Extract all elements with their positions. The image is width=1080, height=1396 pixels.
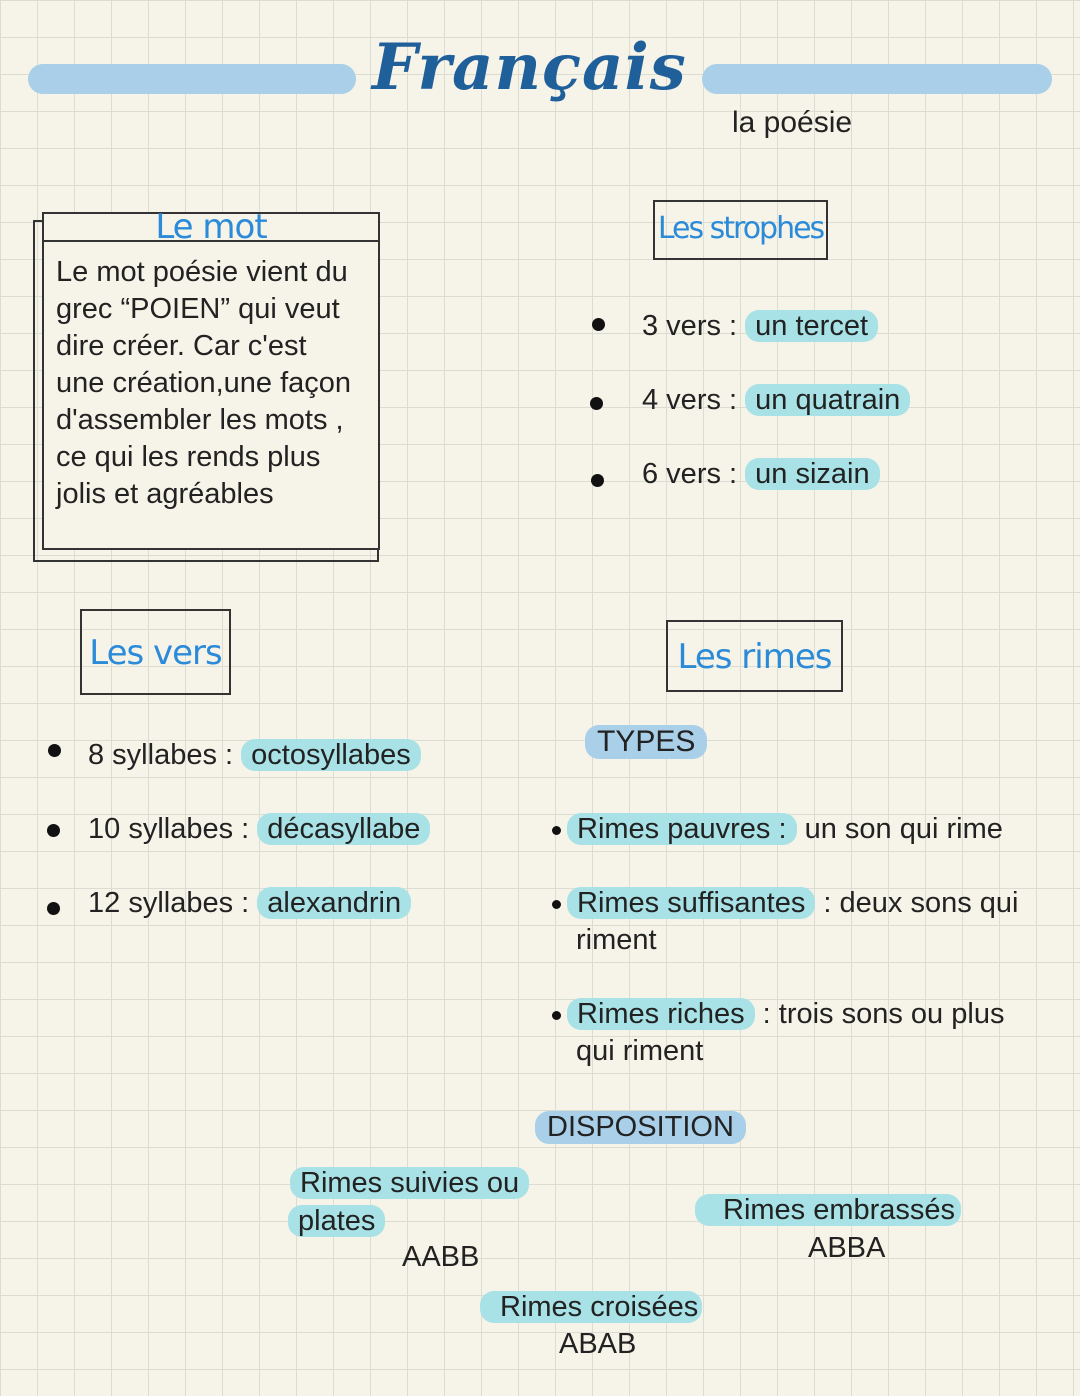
le-mot-line: dire créer. Car c'est <box>56 330 307 362</box>
bullet-icon <box>552 826 561 835</box>
term-highlight: Rimes riches <box>567 998 755 1030</box>
le-mot-header <box>44 207 378 247</box>
bullet-icon <box>48 744 61 757</box>
bullet-icon <box>552 900 561 909</box>
term-highlight: alexandrin <box>257 887 411 919</box>
bullet-icon <box>552 1011 561 1020</box>
header-bar-left <box>28 64 356 94</box>
rimes-box <box>666 620 843 692</box>
strophe-item: 4 vers : un quatrain <box>642 384 910 417</box>
suivies-line2: plates <box>288 1205 385 1237</box>
strophes-box <box>653 200 828 260</box>
le-mot-text <box>44 242 378 513</box>
le-mot-line: grec “POIEN” qui veut <box>56 293 340 325</box>
bullet-icon <box>47 824 60 837</box>
rime-type-cont: qui riment <box>576 1035 704 1067</box>
term-highlight: un sizain <box>745 458 879 490</box>
le-mot-line: d'assembler les mots , <box>56 404 344 436</box>
le-mot-line: ce qui les rends plus <box>56 441 321 473</box>
header-bar-right <box>702 64 1052 94</box>
vers-item: 12 syllabes : alexandrin <box>88 887 411 920</box>
vers-label: Les vers <box>89 633 222 673</box>
disposition-heading: DISPOSITION <box>535 1111 746 1144</box>
le-mot-line: une création,une façon <box>56 367 352 399</box>
embrassees-code: ABBA <box>808 1232 886 1264</box>
suivies-line1-wrap <box>290 1167 529 1200</box>
vers-item: 8 syllabes : octosyllabes <box>88 739 421 772</box>
strophe-item: 6 vers : un sizain <box>642 458 880 491</box>
term-highlight: décasyllabe <box>257 813 430 845</box>
bullet-icon <box>592 318 605 331</box>
term-highlight: Rimes suffisantes <box>567 887 815 919</box>
rime-type-item: Rimes riches : trois sons ou plus <box>552 998 1004 1031</box>
rime-type-item: Rimes pauvres : un son qui rime <box>552 813 1003 846</box>
embrassees-wrap <box>695 1194 961 1227</box>
suivies-code: AABB <box>402 1241 480 1273</box>
types-heading: TYPES <box>585 725 707 759</box>
vers-box <box>80 609 231 695</box>
rimes-label: Les rimes <box>677 637 832 677</box>
term-highlight: octosyllabes <box>241 739 421 771</box>
page-title: Français <box>372 30 687 105</box>
vers-item: 10 syllabes : décasyllabe <box>88 813 430 846</box>
term-highlight: un quatrain <box>745 384 910 416</box>
rime-type-cont: riment <box>576 924 657 956</box>
croisees-code: ABAB <box>559 1328 637 1360</box>
bullet-icon <box>590 397 603 410</box>
bullet-icon <box>591 474 604 487</box>
term-highlight: un tercet <box>745 310 878 342</box>
strophes-label: Les strophes <box>657 211 824 246</box>
term-highlight: Rimes pauvres : <box>567 813 797 845</box>
le-mot-line: jolis et agréables <box>56 478 274 510</box>
croisees-wrap <box>480 1291 702 1324</box>
rime-type-item: Rimes suffisantes : deux sons qui <box>552 887 1018 920</box>
suivies-line2-wrap <box>288 1205 385 1238</box>
embrassees-label: Rimes embrassés <box>695 1194 961 1226</box>
le-mot-line: Le mot poésie vient du <box>56 256 348 288</box>
le-mot-box <box>42 207 380 550</box>
bullet-icon <box>47 902 60 915</box>
page-subtitle: la poésie <box>732 106 853 139</box>
strophe-item: 3 vers : un tercet <box>642 310 878 343</box>
le-mot-label: Le mot <box>155 207 267 247</box>
croisees-label: Rimes croisées <box>480 1291 702 1323</box>
suivies-line1: Rimes suivies ou <box>290 1167 529 1199</box>
